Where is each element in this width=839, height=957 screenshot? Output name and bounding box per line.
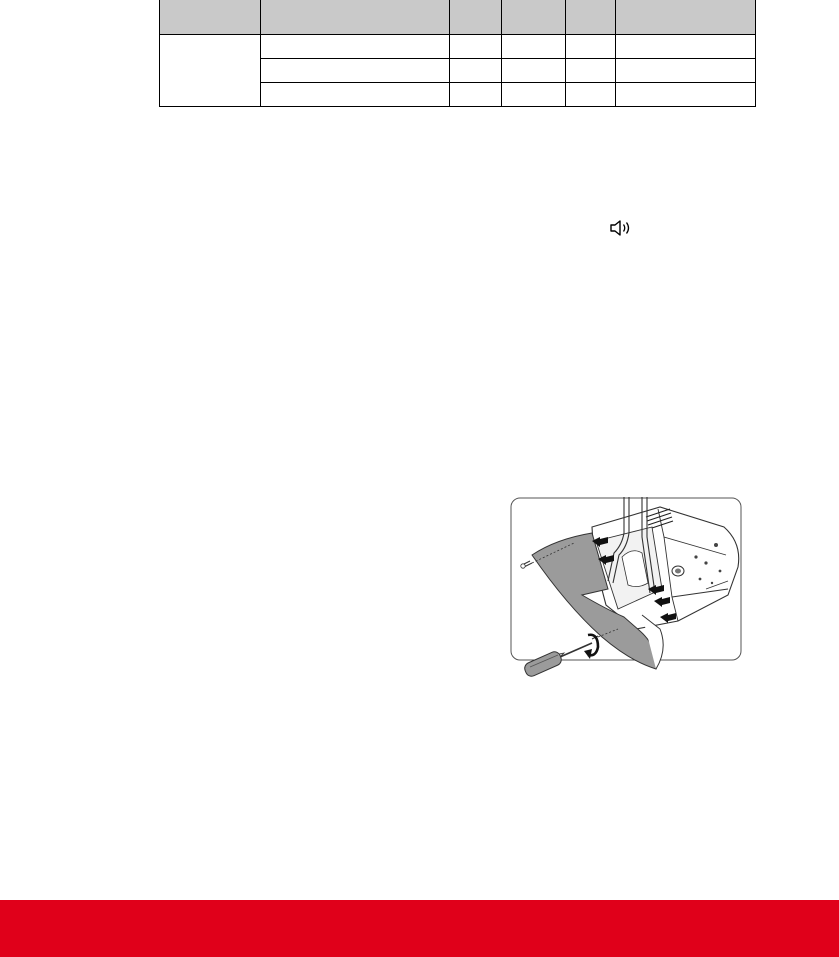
table-row (160, 35, 756, 59)
table-cell (450, 35, 502, 59)
table-header-cell (261, 0, 450, 35)
table-cell (450, 83, 502, 107)
table-cell (502, 83, 566, 107)
table-cell (450, 59, 502, 83)
table-cell (566, 59, 616, 83)
table-cell (261, 35, 450, 59)
footer-bar (0, 900, 839, 957)
table-header-cell (450, 0, 502, 35)
table-cell (502, 59, 566, 83)
table-cell (502, 35, 566, 59)
table-group-cell (160, 35, 261, 107)
table-header-cell (616, 0, 756, 35)
table-cell (616, 59, 756, 83)
lamp-cover-removal-illustration (510, 497, 760, 687)
table-header-cell (566, 0, 616, 35)
table-cell (566, 35, 616, 59)
table-header-cell (502, 0, 566, 35)
table-header-cell (160, 0, 261, 35)
table-cell (616, 35, 756, 59)
speaker-icon (609, 218, 633, 238)
table-cell (261, 83, 450, 107)
table-cell (616, 83, 756, 107)
status-table (159, 0, 756, 107)
table-cell (261, 59, 450, 83)
table-header-row (160, 0, 756, 35)
table-cell (566, 83, 616, 107)
